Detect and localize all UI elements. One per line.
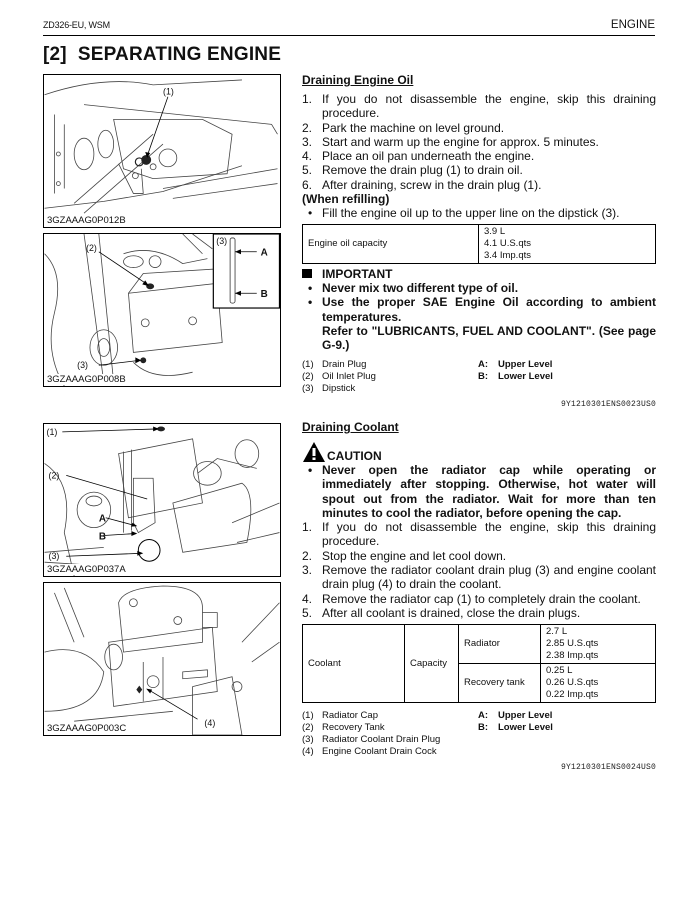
coolant-step: 3. Remove the radiator coolant drain plug (3) and engine coolant drain plug (4) to drain the coolant. (302, 563, 656, 592)
callout-a: A (260, 247, 268, 259)
important-square-icon (302, 269, 312, 278)
legend-item: A: Upper Level (478, 710, 553, 722)
oil-steps (302, 92, 656, 192)
important-bullet: • Never mix two different type of oil. (308, 280, 519, 295)
oil-capacity-values: 3.9 L 4.1 U.S.qts 3.4 Imp.qts (479, 224, 656, 263)
coolant-capacity-table (302, 624, 656, 703)
figure-drain-plug (43, 74, 281, 228)
oil-capacity-table (302, 224, 656, 264)
figure-code: 3GZAAAG0P037A (47, 564, 126, 575)
section-label: ENGINE (610, 19, 655, 31)
important-reference: Refer to "LUBRICANTS, FUEL AND COOLANT". (See page G-9.) (322, 323, 656, 353)
section-title: SEPARATING ENGINE (77, 44, 282, 65)
document-id: 9Y1210301ENS0024US0 (560, 763, 656, 773)
oil-section (302, 73, 656, 409)
figure-code: 3GZAAAG0P012B (47, 215, 126, 226)
document-label: ZD326-EU, WSM (43, 20, 110, 30)
callout-dipstick: (3) (216, 235, 228, 246)
warning-triangle-icon (302, 441, 326, 463)
coolant-label: Coolant (303, 625, 405, 703)
oil-step: 4. Place an oil pan underneath the engine. (302, 149, 535, 164)
caution-bullet: • Never open the radiator cap while operating or immediately after stopping. Otherwise, hot water will spout out from the radiator. Wait for more than ten minutes to cool the radiator, before opening the cap. (308, 463, 656, 520)
header-divider (43, 35, 655, 36)
legend-item: B: Lower Level (478, 371, 553, 383)
caution-list (302, 463, 656, 520)
coolant-legend (302, 710, 656, 758)
callout-2: (2) (48, 470, 60, 481)
figure-recovery-tank (43, 423, 281, 577)
engine-top-illustration (44, 234, 280, 386)
callout-b: B (98, 531, 106, 543)
callout-2: (2) (86, 242, 97, 253)
section-number: [2] (43, 44, 67, 65)
oil-step: 3. Start and warm up the engine for approx. 5 minutes. (302, 134, 599, 149)
legend-item: (2) Recovery Tank (302, 722, 385, 734)
figure-code: 3GZAAAG0P003C (47, 723, 127, 734)
drain-plug-illustration (44, 75, 280, 227)
oil-step: 2. Park the machine on level ground. (302, 120, 505, 135)
important-notice (302, 267, 656, 353)
callout-3: (3) (77, 360, 88, 371)
radiator-values: 2.7 L 2.85 U.S.qts 2.38 Imp.qts (541, 625, 656, 664)
document-id: 9Y1210301ENS0023US0 (560, 400, 656, 410)
figure-oil-inlet-dipstick (43, 233, 281, 387)
legend-item: (4) Engine Coolant Drain Cock (302, 746, 437, 758)
refill-bullet: • Fill the engine oil up to the upper line on the dipstick (3). (308, 206, 620, 221)
callout-4: (4) (204, 718, 216, 729)
caution-header (302, 441, 656, 463)
engine-side-illustration (44, 583, 280, 735)
oil-step: 1. If you do not disassemble the engine, skip this draining procedure. (302, 92, 656, 121)
coolant-heading: Draining Coolant (302, 420, 399, 434)
coolant-step: 4. Remove the radiator cap (1) to completely drain the coolant. (302, 591, 641, 606)
legend-item: B: Lower Level (478, 722, 553, 734)
callout-1: (1) (162, 86, 174, 97)
oil-heading: Draining Engine Oil (302, 73, 414, 87)
oil-legend (302, 359, 656, 395)
oil-step: 6. After draining, screw in the drain plug (1). (302, 177, 542, 192)
oil-step: 5. Remove the drain plug (1) to drain oil. (302, 163, 523, 178)
callout-a: A (98, 513, 106, 525)
refill-list (302, 206, 656, 220)
legend-item: (1) Drain Plug (302, 359, 367, 371)
radiator-illustration (44, 424, 280, 576)
coolant-section (302, 420, 656, 772)
coolant-steps (302, 520, 656, 620)
legend-item: (3) Radiator Coolant Drain Plug (302, 734, 441, 746)
refill-heading: (When refilling) (302, 192, 390, 207)
coolant-step: 2. Stop the engine and let cool down. (302, 548, 507, 563)
callout-b: B (260, 289, 268, 301)
callout-1: (1) (46, 426, 58, 437)
recovery-tank-label: Recovery tank (459, 664, 541, 703)
legend-item: (3) Dipstick (302, 383, 356, 395)
important-bullet: • Use the proper SAE Engine Oil according to ambient temperatures. Refer to "LUBRICANTS, FUEL AND COOLANT". (See page G-9.) (308, 295, 656, 353)
legend-item: A: Upper Level (478, 359, 553, 371)
page-title (43, 44, 281, 66)
recovery-tank-values: 0.25 L 0.26 U.S.qts 0.22 Imp.qts (541, 664, 656, 703)
legend-item: (2) Oil Inlet Plug (302, 371, 376, 383)
figure-code: 3GZAAAG0P008B (47, 374, 126, 385)
figure-drain-cock (43, 582, 281, 736)
callout-3: (3) (48, 551, 60, 562)
radiator-label: Radiator (459, 625, 541, 664)
legend-item: (1) Radiator Cap (302, 710, 378, 722)
capacity-label: Capacity (405, 625, 459, 703)
oil-capacity-label: Engine oil capacity (303, 224, 479, 263)
coolant-step: 5. After all coolant is drained, close the drain plugs. (302, 605, 581, 620)
caution-title: CAUTION (327, 449, 382, 463)
important-title: IMPORTANT (322, 266, 393, 281)
coolant-step: 1. If you do not disassemble the engine, skip this draining procedure. (302, 520, 656, 549)
